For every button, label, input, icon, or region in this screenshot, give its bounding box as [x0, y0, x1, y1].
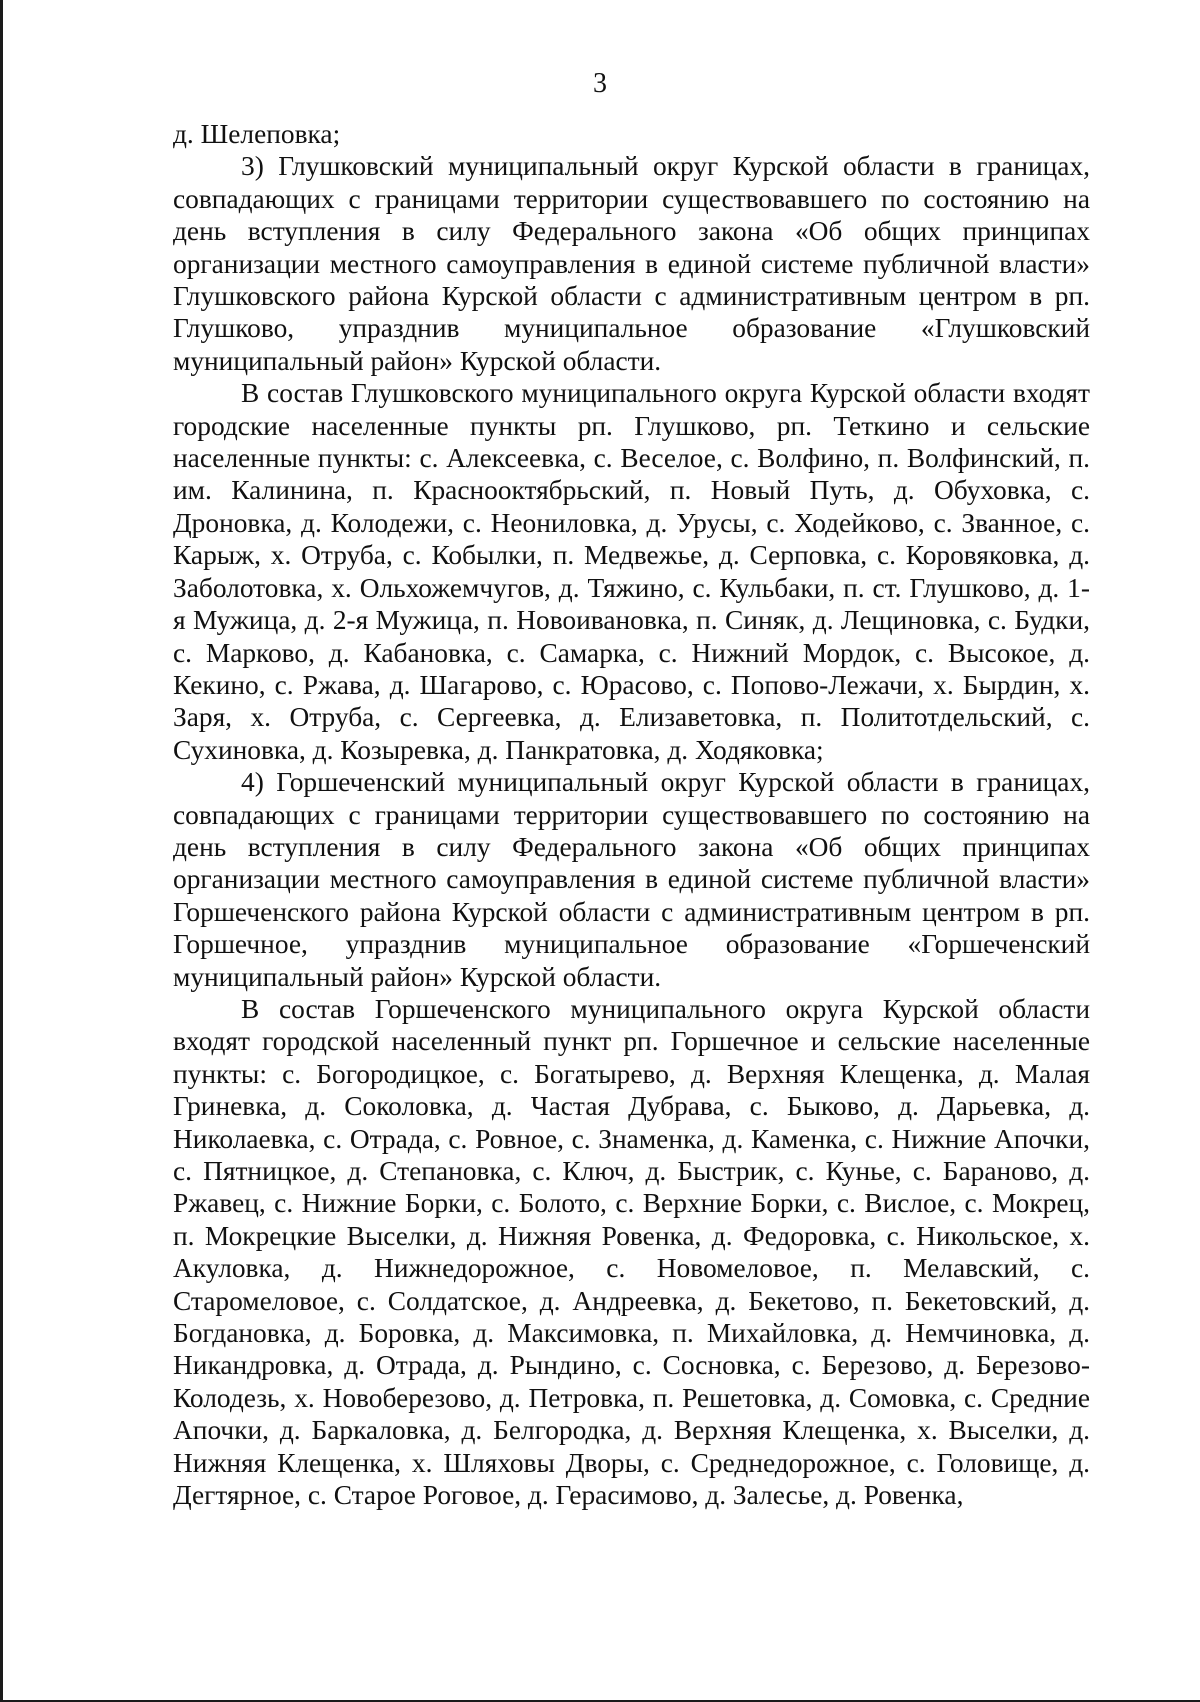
paragraph-gorshechnoe-settlements: В состав Горшеченского муниципального округа Курской области входят городской населенный пункт рп. Горшечное и сельские населенные пункты: с. Богородицкое, с. Богатырево, д. Верхняя Клещенка, д. Малая Гриневка, д. Соколовка, д. Частая Дубрава, с. Быково, д. Дарьевка, д. Николаевка, с. Отрада, с. Ровное, с. Знаменка, д. Каменка, с. Нижние Апочки, с. Пятницкое, д. Степановка, с. Ключ, д. Быстрик, с. Кунье, с. Бараново, д. Ржавец, с. Нижние Борки, с. Болото, с. Верхние Борки, с. Вислое, с. Мокрец, п. Мокрецкие Выселки, д. Нижняя Ровенка, д. Федоровка, с. Никольское, х. Акуловка, д. Нижнедорожное, с. Новомеловое, п. Мелавский, с. Старомеловое, с. Солдатское, д. Андреевка, д. Бекетово, п. Бекетовский, д. Богдановка, д. Боровка, д. Максимовка, п. Михайловка, д. Немчиновка, д. Никандровка, д. Отрада, д. Рындино, с. Сосновка, с. Березово, д. Березово-Колодезь, х. Новоберезово, д. Петровка, п. Решетовка, д. Сомовка, с. Средние Апочки, д. Баркаловка, д. Белгородка, д. Верхняя Клещенка, х. Выселки, д. Нижняя Клещенка, х. Шляховы Дворы, с. Среднедорожное, с. Головище, д. Дегтярное, с. Старое Роговое, д. Герасимово, д. Залесье, д. Ровенка,	[173, 993, 1090, 1511]
scan-edge-left	[0, 0, 3, 1702]
page-number: 3	[593, 68, 607, 99]
paragraph-continuation: д. Шелеповка;	[173, 119, 341, 149]
document-body	[173, 118, 1090, 1511]
paragraph-item-3: 3) Глушковский муниципальный округ Курской области в границах, совпадающих с границами территории существовавшего по состоянию на день вступления в силу Федерального закона «Об общих принципах организации местного самоуправления в единой системе публичной власти» Глушковского района Курской области с административным центром в рп. Глушково, упразднив муниципальное образование «Глушковский муниципальный район» Курской области.	[173, 151, 1090, 376]
paragraph-glushkovo-settlements: В состав Глушковского муниципального округа Курской области входят городские населенные пункты рп. Глушково, рп. Теткино и сельские населенные пункты: с. Алексеевка, с. Веселое, с. Волфино, п. Волфинский, п. им. Калинина, п. Краснооктябрьский, п. Новый Путь, д. Обуховка, с. Дроновка, д. Колодежи, с. Неониловка, д. Урусы, с. Ходейково, с. Званное, с. Карыж, х. Отруба, с. Кобылки, п. Медвежье, д. Серповка, с. Коровяковка, д. Заболотовка, х. Ольхожемчугов, д. Тяжино, с. Кульбаки, п. ст. Глушково, д. 1-я Мужица, д. 2-я Мужица, п. Новоивановка, п. Синяк, д. Лещиновка, с. Будки, с. Марково, д. Кабановка, с. Самарка, с. Нижний Мордок, с. Высокое, д. Кекино, с. Ржава, д. Шагарово, с. Юрасово, с. Попово-Лежачи, х. Бырдин, х. Заря, х. Отруба, с. Сергеевка, д. Елизаветовка, п. Политотдельский, с. Сухиновка, д. Козыревка, д. Панкратовка, д. Ходяковка;	[173, 378, 1090, 765]
paragraph-item-4: 4) Горшеченский муниципальный округ Курской области в границах, совпадающих с границами территории существовавшего по состоянию на день вступления в силу Федерального закона «Об общих принципах организации местного самоуправления в единой системе публичной власти» Горшеченского района Курской области с административным центром в рп. Горшечное, упразднив муниципальное образование «Горшеченский муниципальный район» Курской области.	[173, 767, 1090, 992]
